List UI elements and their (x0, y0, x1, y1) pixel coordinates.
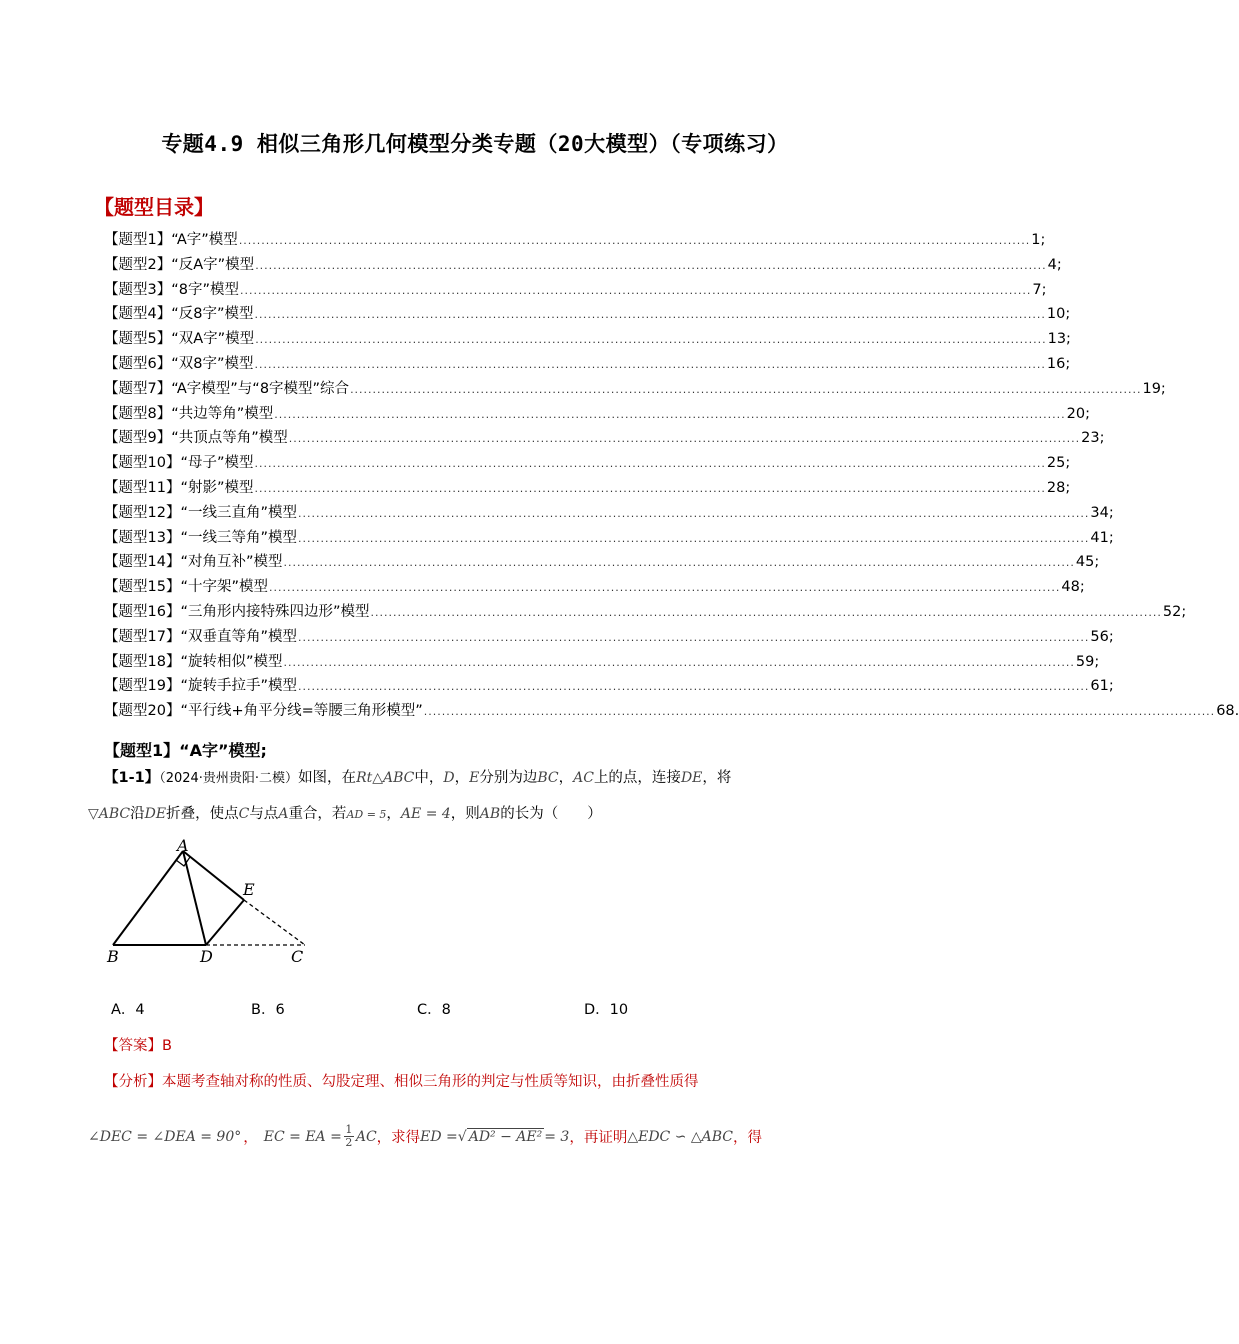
toc-item-leader: ................................................................................................................................................................................ (297, 531, 1090, 545)
toc-item[interactable] (104, 526, 1114, 551)
toc-item-label: 【题型2】 (104, 256, 172, 273)
toc-item-name: “旋转手拉手”模型 (180, 678, 297, 695)
question-line-2: ▽ABC沿DE折叠，使点C与点A重合，若AD = 5，AE = 4，则AB的长为（ ） (88, 806, 602, 822)
toc-item-page: 25; (1046, 455, 1071, 472)
toc-item-page: 23; (1081, 430, 1105, 447)
toc-item-label: 【题型3】 (104, 281, 172, 298)
toc-item-name: “双8字”模型 (171, 355, 254, 372)
label-b: B (107, 947, 119, 966)
toc-item-label: 【题型16】 (104, 603, 181, 620)
toc-item-label: 【题型8】 (104, 405, 172, 422)
toc-item-name: “一线三等角”模型 (180, 529, 297, 546)
segment-de (206, 900, 244, 945)
toc-item-label: 【题型14】 (104, 554, 181, 571)
toc-item-leader: ................................................................................................................................................................................ (283, 655, 1075, 669)
toc-item-label: 【题型9】 (104, 430, 172, 447)
toc-item-page: 10; (1046, 306, 1071, 323)
toc-item-leader: ................................................................................................................................................................................ (255, 258, 1047, 272)
toc-item-page: 34; (1090, 504, 1114, 521)
toc-item-label: 【题型6】 (104, 355, 172, 372)
toc-item-page: 41; (1090, 529, 1114, 546)
toc-item[interactable] (104, 352, 1071, 377)
toc-item[interactable] (104, 674, 1114, 699)
analysis: 【分析】本题考查轴对称的性质、勾股定理、相似三角形的判定与性质等知识，由折叠性质得 (104, 1074, 699, 1090)
toc-item-leader: ................................................................................................................................................................................ (370, 605, 1162, 619)
toc-item-label: 【题型12】 (104, 504, 181, 521)
formula-line: ∠DEC = ∠DEA = 90° ， EC = EA = $\frac{1}{2}$ AC ，求得 ED = √ AD² − AE² = 3 ，再证明 △EDC ∽ △ABC ，得 (88, 1123, 763, 1149)
toc-item[interactable] (104, 402, 1091, 427)
toc-item-label: 【题型1】 (104, 232, 172, 248)
section-heading: 【题型1】“A字”模型; (104, 741, 267, 760)
toc-item-label: 【题型13】 (104, 529, 181, 546)
toc-item-name: “十字架”模型 (180, 579, 268, 596)
toc-item-page: 19; (1142, 380, 1166, 397)
toc-item-name: “双垂直等角”模型 (180, 628, 297, 645)
toc-item-page: 68. (1216, 703, 1239, 720)
toc-item-name: “对角互补”模型 (180, 554, 283, 571)
toc-item-page: 48; (1061, 579, 1085, 596)
toc-item-label: 【题型7】 (104, 380, 172, 397)
toc-item-page: 59; (1075, 653, 1100, 670)
toc-item[interactable] (104, 476, 1071, 501)
toc-item-leader: ................................................................................................................................................................................ (255, 333, 1047, 347)
toc-item[interactable] (104, 302, 1071, 327)
toc-item-leader: ................................................................................................................................................................................ (423, 705, 1216, 719)
toc-item-page: 4; (1047, 256, 1062, 273)
toc-item-leader: ................................................................................................................................................................................ (254, 308, 1046, 322)
toc-item-name: “A字模型”与“8字模型”综合 (171, 380, 350, 397)
question-source: （2024·贵州贵阳·二模） (159, 771, 299, 786)
toc-item-leader: ................................................................................................................................................................................ (297, 630, 1090, 644)
choice-b[interactable]: B．6 (251, 1002, 285, 1018)
label-e: E (243, 880, 255, 899)
toc-item-page: 7; (1032, 281, 1047, 298)
toc-item-leader: ................................................................................................................................................................................ (288, 432, 1081, 446)
page-title: 专题4.9 相似三角形几何模型分类专题（20大模型）（专项练习） (161, 132, 789, 156)
toc-item-name: “共边等角”模型 (171, 405, 274, 422)
toc-item-name: “母子”模型 (180, 455, 254, 472)
toc-item-name: “双A字”模型 (171, 331, 255, 348)
toc-item-label: 【题型11】 (104, 479, 181, 496)
toc-item-leader: ................................................................................................................................................................................ (239, 283, 1032, 297)
segment-ae (183, 851, 244, 900)
toc-item-leader: ................................................................................................................................................................................ (254, 357, 1046, 371)
toc-item[interactable] (104, 327, 1071, 352)
triangle-figure (104, 836, 324, 971)
toc-item-leader: ................................................................................................................................................................................ (238, 234, 1031, 247)
label-d: D (200, 947, 213, 966)
toc-item-name: “平行线+角平分线=等腰三角形模型” (180, 703, 423, 720)
choice-a[interactable]: A．4 (111, 1002, 145, 1018)
toc-item[interactable] (104, 600, 1187, 625)
label-c: C (291, 947, 304, 966)
toc-item[interactable] (104, 575, 1085, 600)
question-line-1: 【1-1】（2024·贵州贵阳·二模）如图，在Rt△ABC中，D，E分别为边BC，AC上的点，连接DE，将 (104, 770, 732, 786)
fraction-half: $\frac{1}{2}$ (345, 1123, 353, 1149)
segment-ec-dashed (244, 900, 305, 945)
choice-d[interactable]: D．10 (584, 1002, 629, 1018)
toc-item-leader: ................................................................................................................................................................................ (254, 457, 1046, 471)
toc-item-name: “反8字”模型 (171, 306, 254, 323)
toc-item-leader: ................................................................................................................................................................................ (297, 506, 1090, 520)
toc-item[interactable] (104, 650, 1100, 675)
toc-item[interactable] (104, 699, 1239, 724)
label-a: A (177, 836, 189, 855)
toc-item-leader: ................................................................................................................................................................................ (254, 481, 1046, 495)
table-of-contents (104, 228, 1239, 724)
toc-item-name: “反A字”模型 (171, 256, 255, 273)
segment-ad (183, 851, 206, 945)
question-tag: 【1-1】 (104, 770, 160, 786)
toc-item-name: “一线三直角”模型 (180, 504, 297, 521)
toc-item-page: 56; (1090, 628, 1114, 645)
toc-item-page: 45; (1075, 554, 1100, 571)
toc-item-leader: ................................................................................................................................................................................ (297, 680, 1090, 694)
toc-item[interactable] (104, 253, 1062, 278)
toc-item-name: “A字”模型 (171, 232, 238, 248)
toc-item[interactable] (104, 278, 1047, 303)
toc-item-label: 【题型15】 (104, 579, 181, 596)
toc-item-page: 28; (1046, 479, 1071, 496)
toc-item-name: “射影”模型 (180, 479, 254, 496)
toc-item[interactable] (104, 377, 1166, 402)
answer: 【答案】B (104, 1038, 172, 1054)
toc-item-label: 【题型5】 (104, 331, 172, 348)
toc-item[interactable] (104, 550, 1100, 575)
toc-item-name: “共顶点等角”模型 (171, 430, 288, 447)
toc-item[interactable] (104, 451, 1071, 476)
toc-item-leader: ................................................................................................................................................................................ (283, 556, 1075, 570)
toc-item[interactable] (104, 501, 1114, 526)
toc-item-page: 1; (1031, 232, 1046, 248)
toc-item-label: 【题型20】 (104, 703, 181, 720)
toc-item-name: “旋转相似”模型 (180, 653, 283, 670)
toc-item-page: 13; (1047, 331, 1071, 348)
toc-item[interactable] (104, 426, 1105, 451)
toc-item-label: 【题型18】 (104, 653, 181, 670)
toc-item-name: “三角形内接特殊四边形”模型 (180, 603, 370, 620)
toc-item-leader: ................................................................................................................................................................................ (268, 581, 1061, 595)
toc-item-label: 【题型19】 (104, 678, 181, 695)
toc-item-page: 52; (1162, 603, 1187, 620)
toc-item[interactable] (104, 625, 1114, 650)
toc-item-leader: ................................................................................................................................................................................ (274, 407, 1066, 421)
toc-item-page: 20; (1066, 405, 1091, 422)
toc-item-page: 61; (1090, 678, 1114, 695)
segment-ab (113, 851, 183, 945)
toc-item-leader: ................................................................................................................................................................................ (350, 382, 1142, 396)
toc-item-page: 16; (1046, 355, 1071, 372)
toc-item-label: 【题型17】 (104, 628, 181, 645)
toc-heading: 【题型目录】 (94, 195, 214, 219)
choice-c[interactable]: C．8 (417, 1002, 451, 1018)
toc-item[interactable] (104, 228, 1046, 253)
toc-item-label: 【题型4】 (104, 306, 172, 323)
toc-item-name: “8字”模型 (171, 281, 239, 298)
toc-item-label: 【题型10】 (104, 455, 181, 472)
